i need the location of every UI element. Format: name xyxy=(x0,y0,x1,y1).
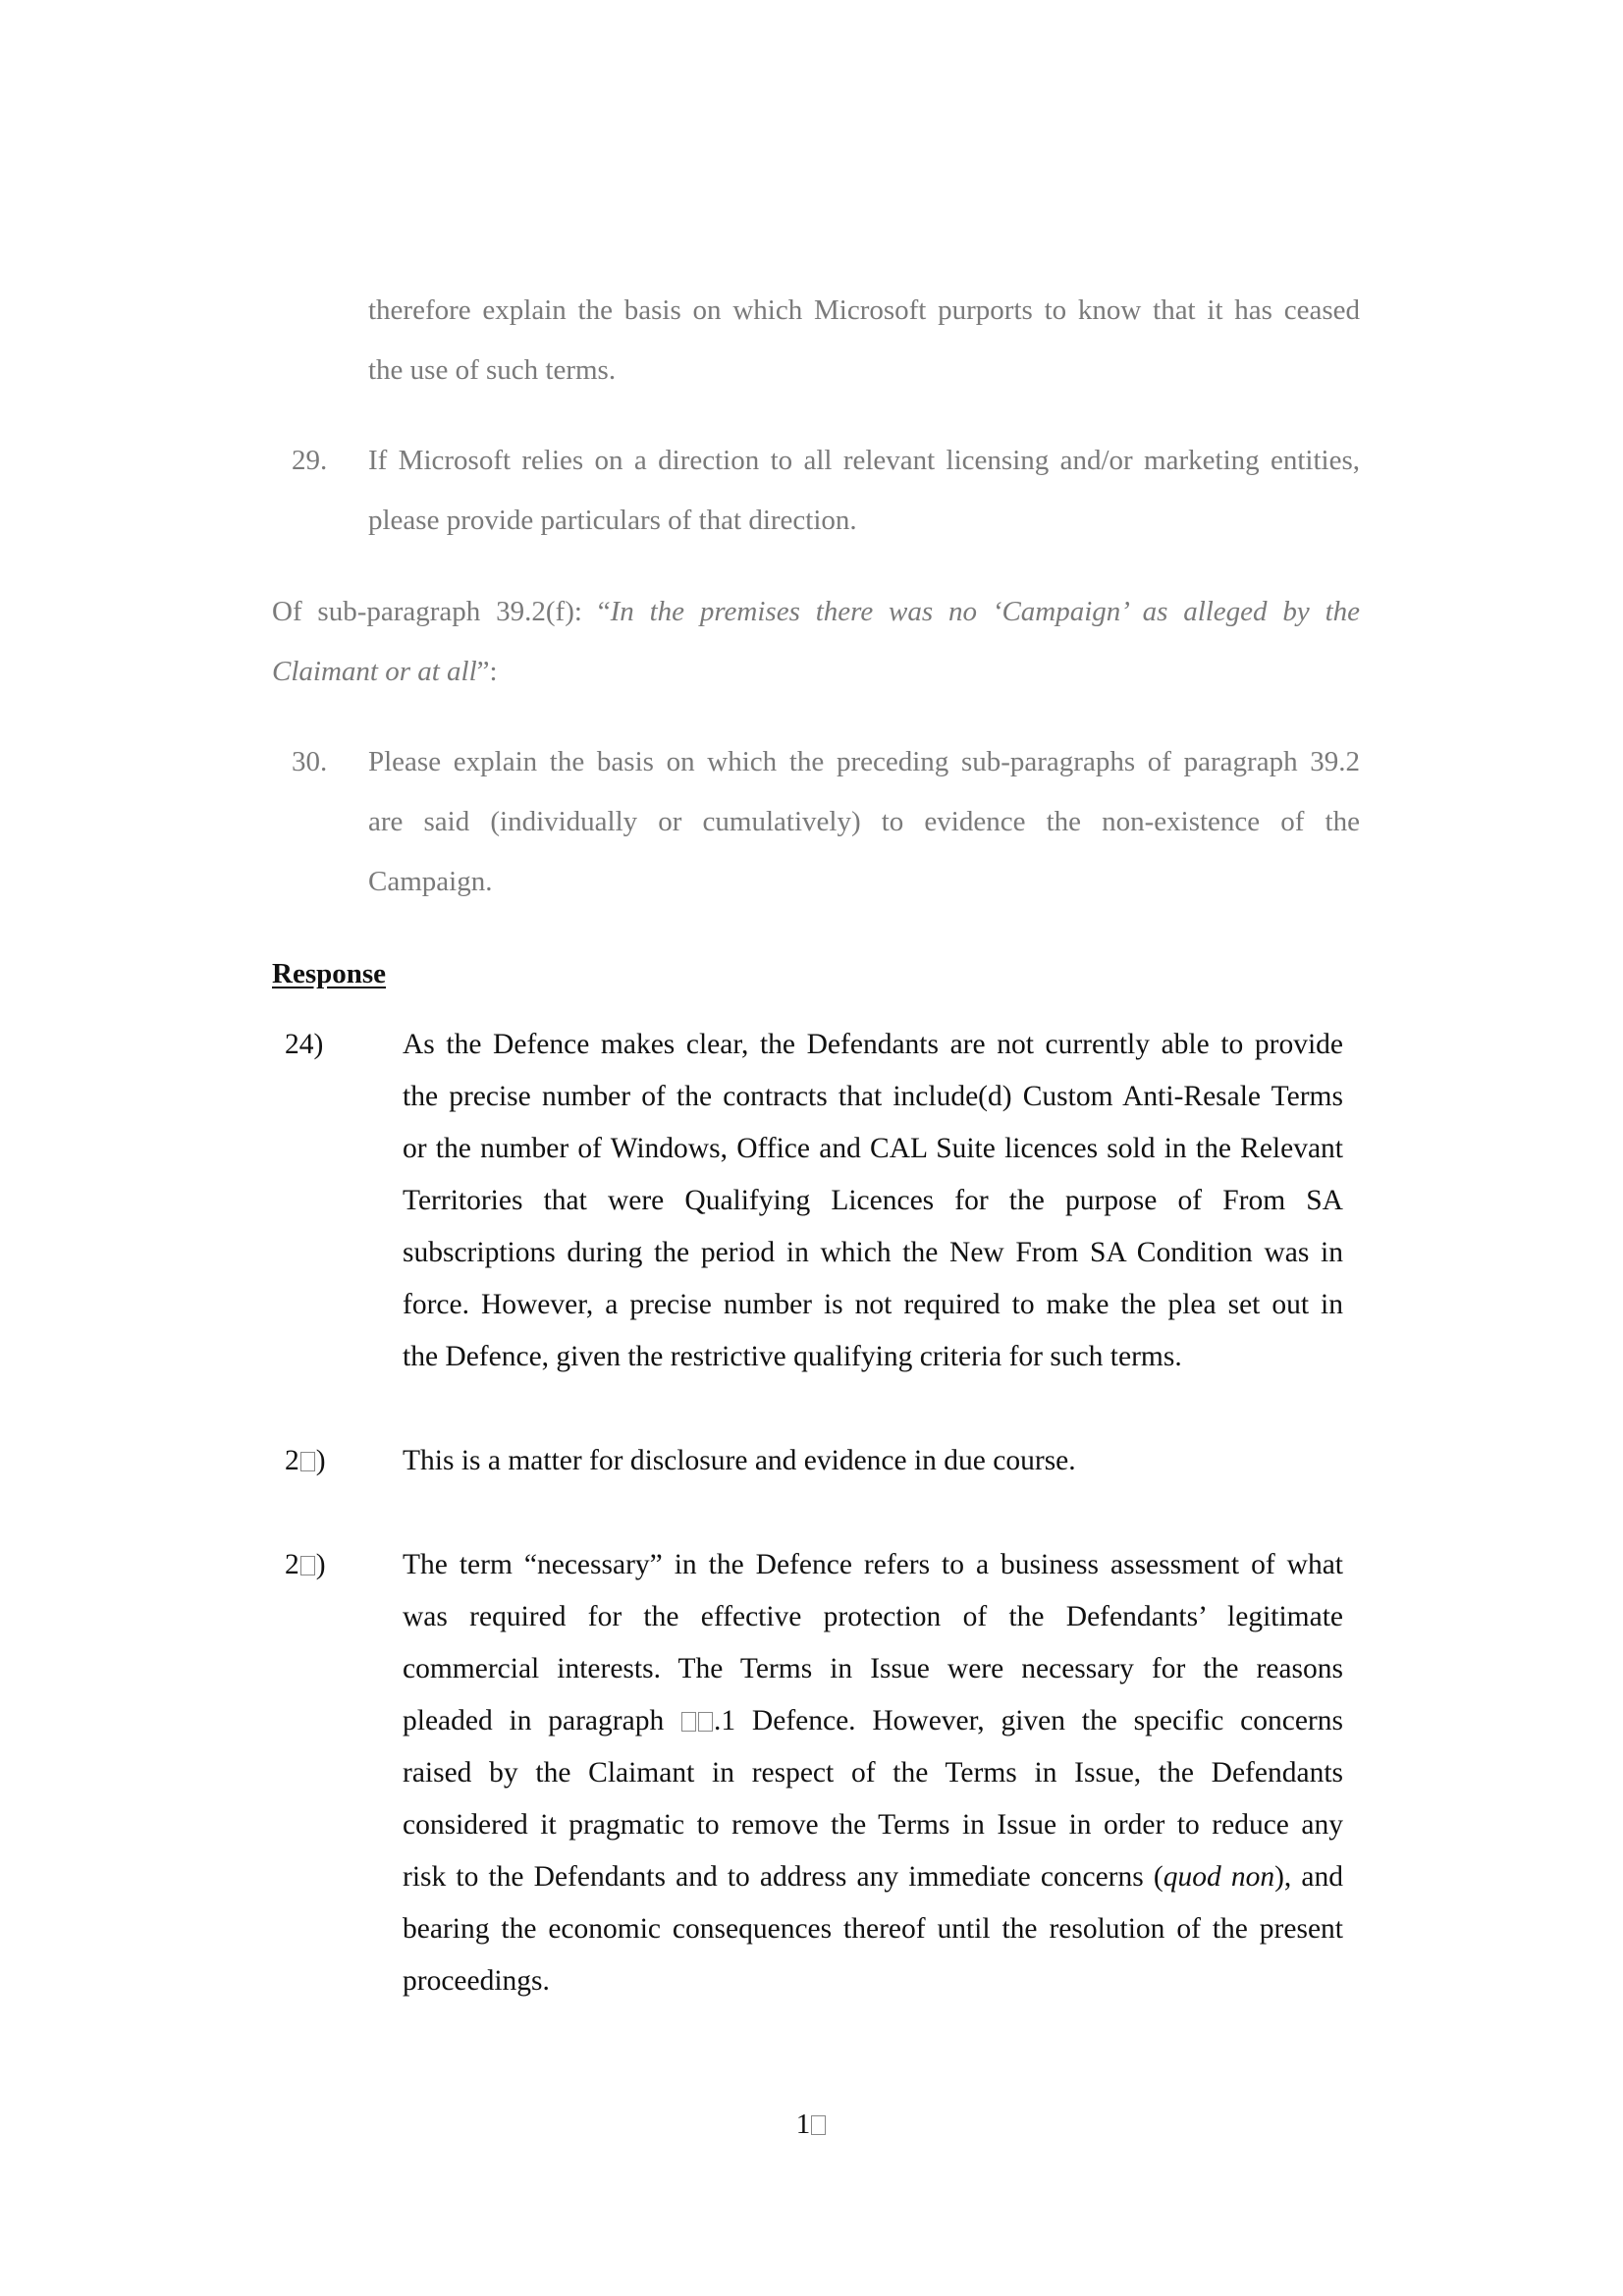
request-continuation-line-2: the use of such terms. xyxy=(368,354,617,386)
request-item-29-line-1: If Microsoft relies on a direction to all relevant licensing and/or marketing entities, xyxy=(368,445,1360,476)
request-continuation-line-1: therefore explain the basis on which Microsoft purports to know that it has ceased xyxy=(368,294,1360,326)
response-number: 24) xyxy=(285,1029,324,1060)
sub-heading-quote-end: Claimant or at all xyxy=(272,656,477,687)
sub-paragraph-heading-line-2 xyxy=(272,654,498,689)
page-number: 1 xyxy=(0,2107,1623,2142)
sub-heading-prefix: Of sub-paragraph 39.2(f): “ xyxy=(272,596,611,627)
response-26-line-1: The term “necessary” in the Defence refers to a business assessment of what xyxy=(403,1549,1343,1580)
response-number: 2 ) xyxy=(285,1445,326,1476)
response-26-line-7: risk to the Defendants and to address any immediate concerns (quod non), and xyxy=(403,1861,1344,1893)
response-24-line-4: Territories that were Qualifying Licences for the purpose of From SA xyxy=(403,1185,1343,1216)
request-item-30-line-1: Please explain the basis on which the preceding sub-paragraphs of paragraph 39.2 xyxy=(368,746,1360,777)
response-25-line-1: This is a matter for disclosure and evidence in due course. xyxy=(403,1445,1076,1476)
sub-heading-quote: In the premises there was no ‘Campaign’ as alleged by the xyxy=(610,596,1361,627)
response-26-line-6: considered it pragmatic to remove the Terms in Issue in order to reduce any xyxy=(403,1809,1343,1841)
request-item-number: 30. xyxy=(292,746,328,777)
missing-glyph-icon xyxy=(811,2115,826,2135)
latin-phrase: quod non xyxy=(1163,1861,1275,1893)
response-heading: Response xyxy=(272,958,387,989)
response-26-line-2: was required for the effective protection of the Defendants’ legitimate xyxy=(403,1601,1343,1632)
response-26-line-3: commercial interests. The Terms in Issue were necessary for the reasons xyxy=(403,1653,1343,1684)
missing-glyph-icon xyxy=(300,1556,315,1575)
sub-paragraph-heading-line-1 xyxy=(272,594,1360,629)
response-number: 2 ) xyxy=(285,1549,326,1580)
response-26-line-5: raised by the Claimant in respect of the Terms in Issue, the Defendants xyxy=(403,1757,1343,1789)
response-24-line-3: or the number of Windows, Office and CAL Suite licences sold in the Relevant xyxy=(403,1133,1343,1164)
request-item-30-line-3: Campaign. xyxy=(368,866,493,897)
request-item-30-line-2: are said (individually or cumulatively) to evidence the non-existence of the xyxy=(368,806,1360,837)
response-24-line-5: subscriptions during the period in which the New From SA Condition was in xyxy=(403,1237,1343,1268)
response-24-line-1: As the Defence makes clear, the Defendants are not currently able to provide xyxy=(403,1029,1343,1060)
missing-glyph-icon xyxy=(681,1712,696,1732)
response-26-line-9: proceedings. xyxy=(403,1965,550,1997)
request-item-29-line-2: please provide particulars of that direction. xyxy=(368,505,857,536)
request-item-number: 29. xyxy=(292,445,328,476)
missing-glyph-icon xyxy=(698,1712,713,1732)
response-24-line-7: the Defence, given the restrictive qualifying criteria for such terms. xyxy=(403,1341,1182,1372)
missing-glyph-icon xyxy=(300,1452,315,1471)
response-24-line-6: force. However, a precise number is not required to make the plea set out in xyxy=(403,1289,1343,1320)
sub-heading-suffix: ”: xyxy=(476,656,498,687)
response-26-line-4: pleaded in paragraph .1 Defence. However, given the specific concerns xyxy=(403,1705,1343,1736)
response-24-line-2: the precise number of the contracts that include(d) Custom Anti-Resale Terms xyxy=(403,1081,1343,1112)
response-26-line-8: bearing the economic consequences thereof until the resolution of the present xyxy=(403,1913,1343,1945)
